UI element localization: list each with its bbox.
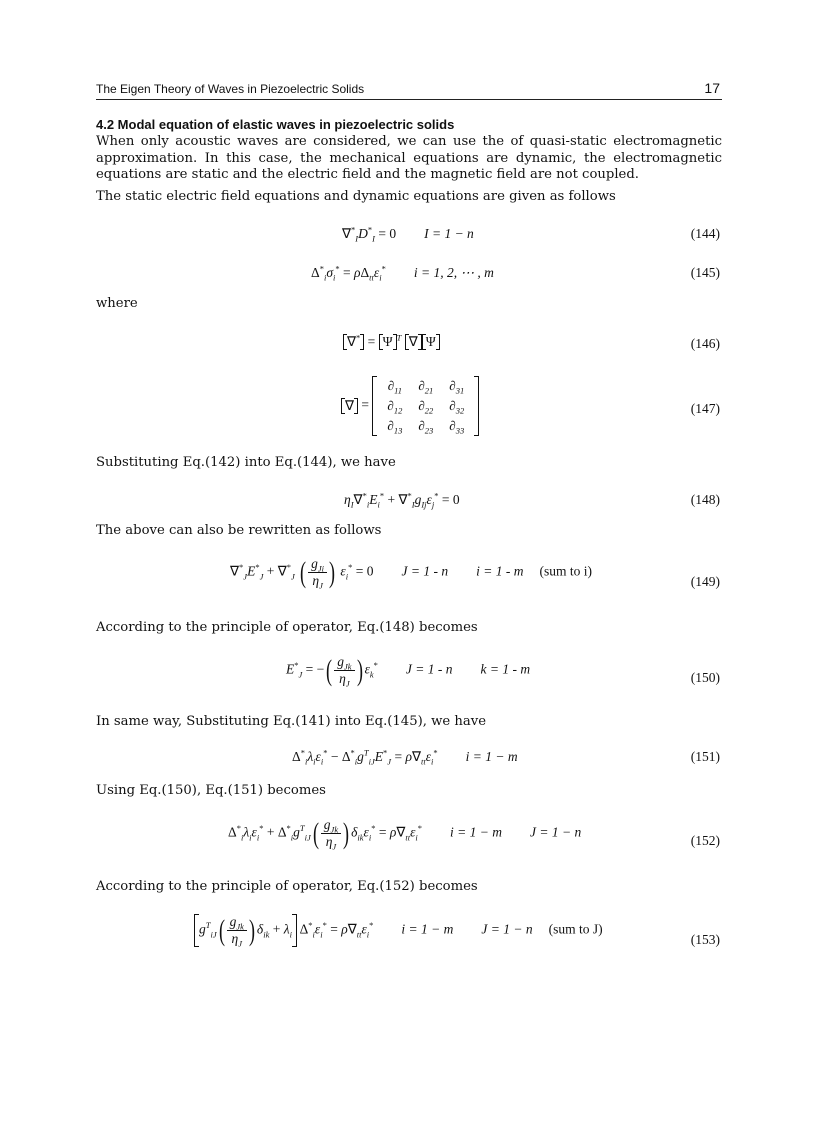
- equation-152: $\Delta^*_i\lambda_i\varepsilon_i^* + \Delta^*_ig^T_{iJ}$( $\frac{g_{Jk}}{\eta_J}$ ) $\delta_{ik}\varepsilon_i^* = \rho\nabla_{tt}\varepsilon_i^*$ i = 1 − m J = 1 − n (152): [228, 816, 720, 852]
- eq150-condition-2: k = 1 - m: [480, 661, 531, 677]
- eq152-condition-2: J = 1 − n: [530, 824, 582, 840]
- eq144-condition: I = 1 − n: [424, 226, 474, 241]
- equation-number-148: (148): [690, 492, 720, 507]
- paragraph-principle-148: According to the principle of operator, Eq.(148) becomes: [96, 620, 478, 635]
- eq153-note: (sum to J): [548, 921, 603, 937]
- equation-number-152: (152): [690, 833, 720, 848]
- paragraph-intro: When only acoustic waves are considered, we can use the of quasi-static electromagnetic approximation. In this case, the mechanical equations are dynamic, the electromagnetic equations are static and the electric field and the magnetic field are not coupled.: [96, 134, 722, 182]
- equation-number-150: (150): [690, 670, 720, 685]
- equation-153: $g^T_{iJ}$( $\frac{g_{Jk}}{\eta_J}$ ) $\delta_{ik} + \lambda_i$ $\Delta^*_i\varepsilon_i^* = \rho\nabla_{tt}\varepsilon_i^*$ i = 1 − m J = 1 − n (sum to J) (153): [96, 914, 722, 970]
- page-number: 17: [704, 80, 720, 96]
- running-header: [96, 81, 722, 100]
- eq151-condition: i = 1 − m: [465, 749, 518, 764]
- paragraph-rewritten: The above can also be rewritten as follows: [96, 523, 382, 538]
- eq153-condition-2: J = 1 − n: [481, 921, 533, 937]
- equation-144: $\nabla^*_ID^*_I = 0$ I = 1 − n (144): [342, 224, 720, 244]
- equation-number-145: (145): [690, 265, 720, 280]
- equation-number-147: (147): [690, 401, 720, 416]
- equation-147: ∇ = $\partial_{11}$ $\partial_{21}$ $\partial_{31}$ $\partial_{12}$ $\partial_{22}$ $\partial_{32}$ $\partial_{13}$ $\partial_{23}$ $\partial_{33}$ (147): [96, 376, 722, 442]
- section-title: 4.2 Modal equation of elastic waves in piezoelectric solids: [96, 117, 455, 132]
- paragraph-using-150: Using Eq.(150), Eq.(151) becomes: [96, 783, 326, 798]
- equation-149: $\nabla^*_JE^*_J + \nabla^*_J$ ( $\frac{g_{Ji}}{\eta_J}$ ) $\varepsilon_i^* = 0$ J = 1 - n i = 1 - m (sum to i) (149): [230, 555, 720, 591]
- word-where: where: [96, 296, 138, 311]
- paragraph-principle-152: According to the principle of operator, Eq.(152) becomes: [96, 879, 478, 894]
- equation-number-146: (146): [690, 336, 720, 351]
- equation-number-149: (149): [690, 574, 720, 589]
- eq153-condition-1: i = 1 − m: [401, 921, 454, 937]
- equation-150: $E^*_J$ = −( $\frac{g_{Jk}}{\eta_J}$ ) $\varepsilon_k^*$ J = 1 - n k = 1 - m (150): [286, 653, 720, 689]
- equation-number-144: (144): [690, 226, 720, 241]
- equation-148: $\eta_I\nabla^*_iE_i^* + \nabla^*_Ig_{Ij}\varepsilon_j^* = 0$ (148): [344, 490, 720, 510]
- eq145-condition: i = 1, 2, ⋯ , m: [413, 265, 494, 280]
- paragraph-same-way: In same way, Substituting Eq.(141) into Eq.(145), we have: [96, 714, 487, 729]
- equation-145: $\Delta^*_i\sigma_i^* = \rho\Delta_{tt}\varepsilon_i^*$ i = 1, 2, ⋯ , m (145): [311, 263, 720, 283]
- eq149-note: (sum to i): [539, 563, 592, 579]
- eq152-condition-1: i = 1 − m: [450, 824, 503, 840]
- paragraph-equations-intro: The static electric field equations and dynamic equations are given as follows: [96, 189, 616, 204]
- eq150-condition-1: J = 1 - n: [405, 661, 453, 677]
- paragraph-substituting-142: Substituting Eq.(142) into Eq.(144), we have: [96, 455, 396, 470]
- equation-146: ∇* = Ψ $^T$ ∇ Ψ (146): [96, 334, 722, 356]
- eq149-condition-2: i = 1 - m: [476, 563, 524, 579]
- equation-number-151: (151): [690, 749, 720, 764]
- running-title: The Eigen Theory of Waves in Piezoelectric Solids: [96, 82, 365, 96]
- nabla-matrix: $\partial_{11}$ $\partial_{21}$ $\partial_{31}$ $\partial_{12}$ $\partial_{22}$ $\partial_{32}$ $\partial_{13}$ $\partial_{23}$ $\partial_{33}$: [372, 376, 479, 436]
- eq149-condition-1: J = 1 - n: [401, 563, 449, 579]
- equation-151: $\Delta^*_i\lambda_i\varepsilon_i^* - \Delta^*_ig^T_{iJ}E^*_J = \rho\nabla_{tt}\varepsilon_i^*$ i = 1 − m (151): [292, 747, 720, 767]
- equation-number-153: (153): [690, 932, 720, 947]
